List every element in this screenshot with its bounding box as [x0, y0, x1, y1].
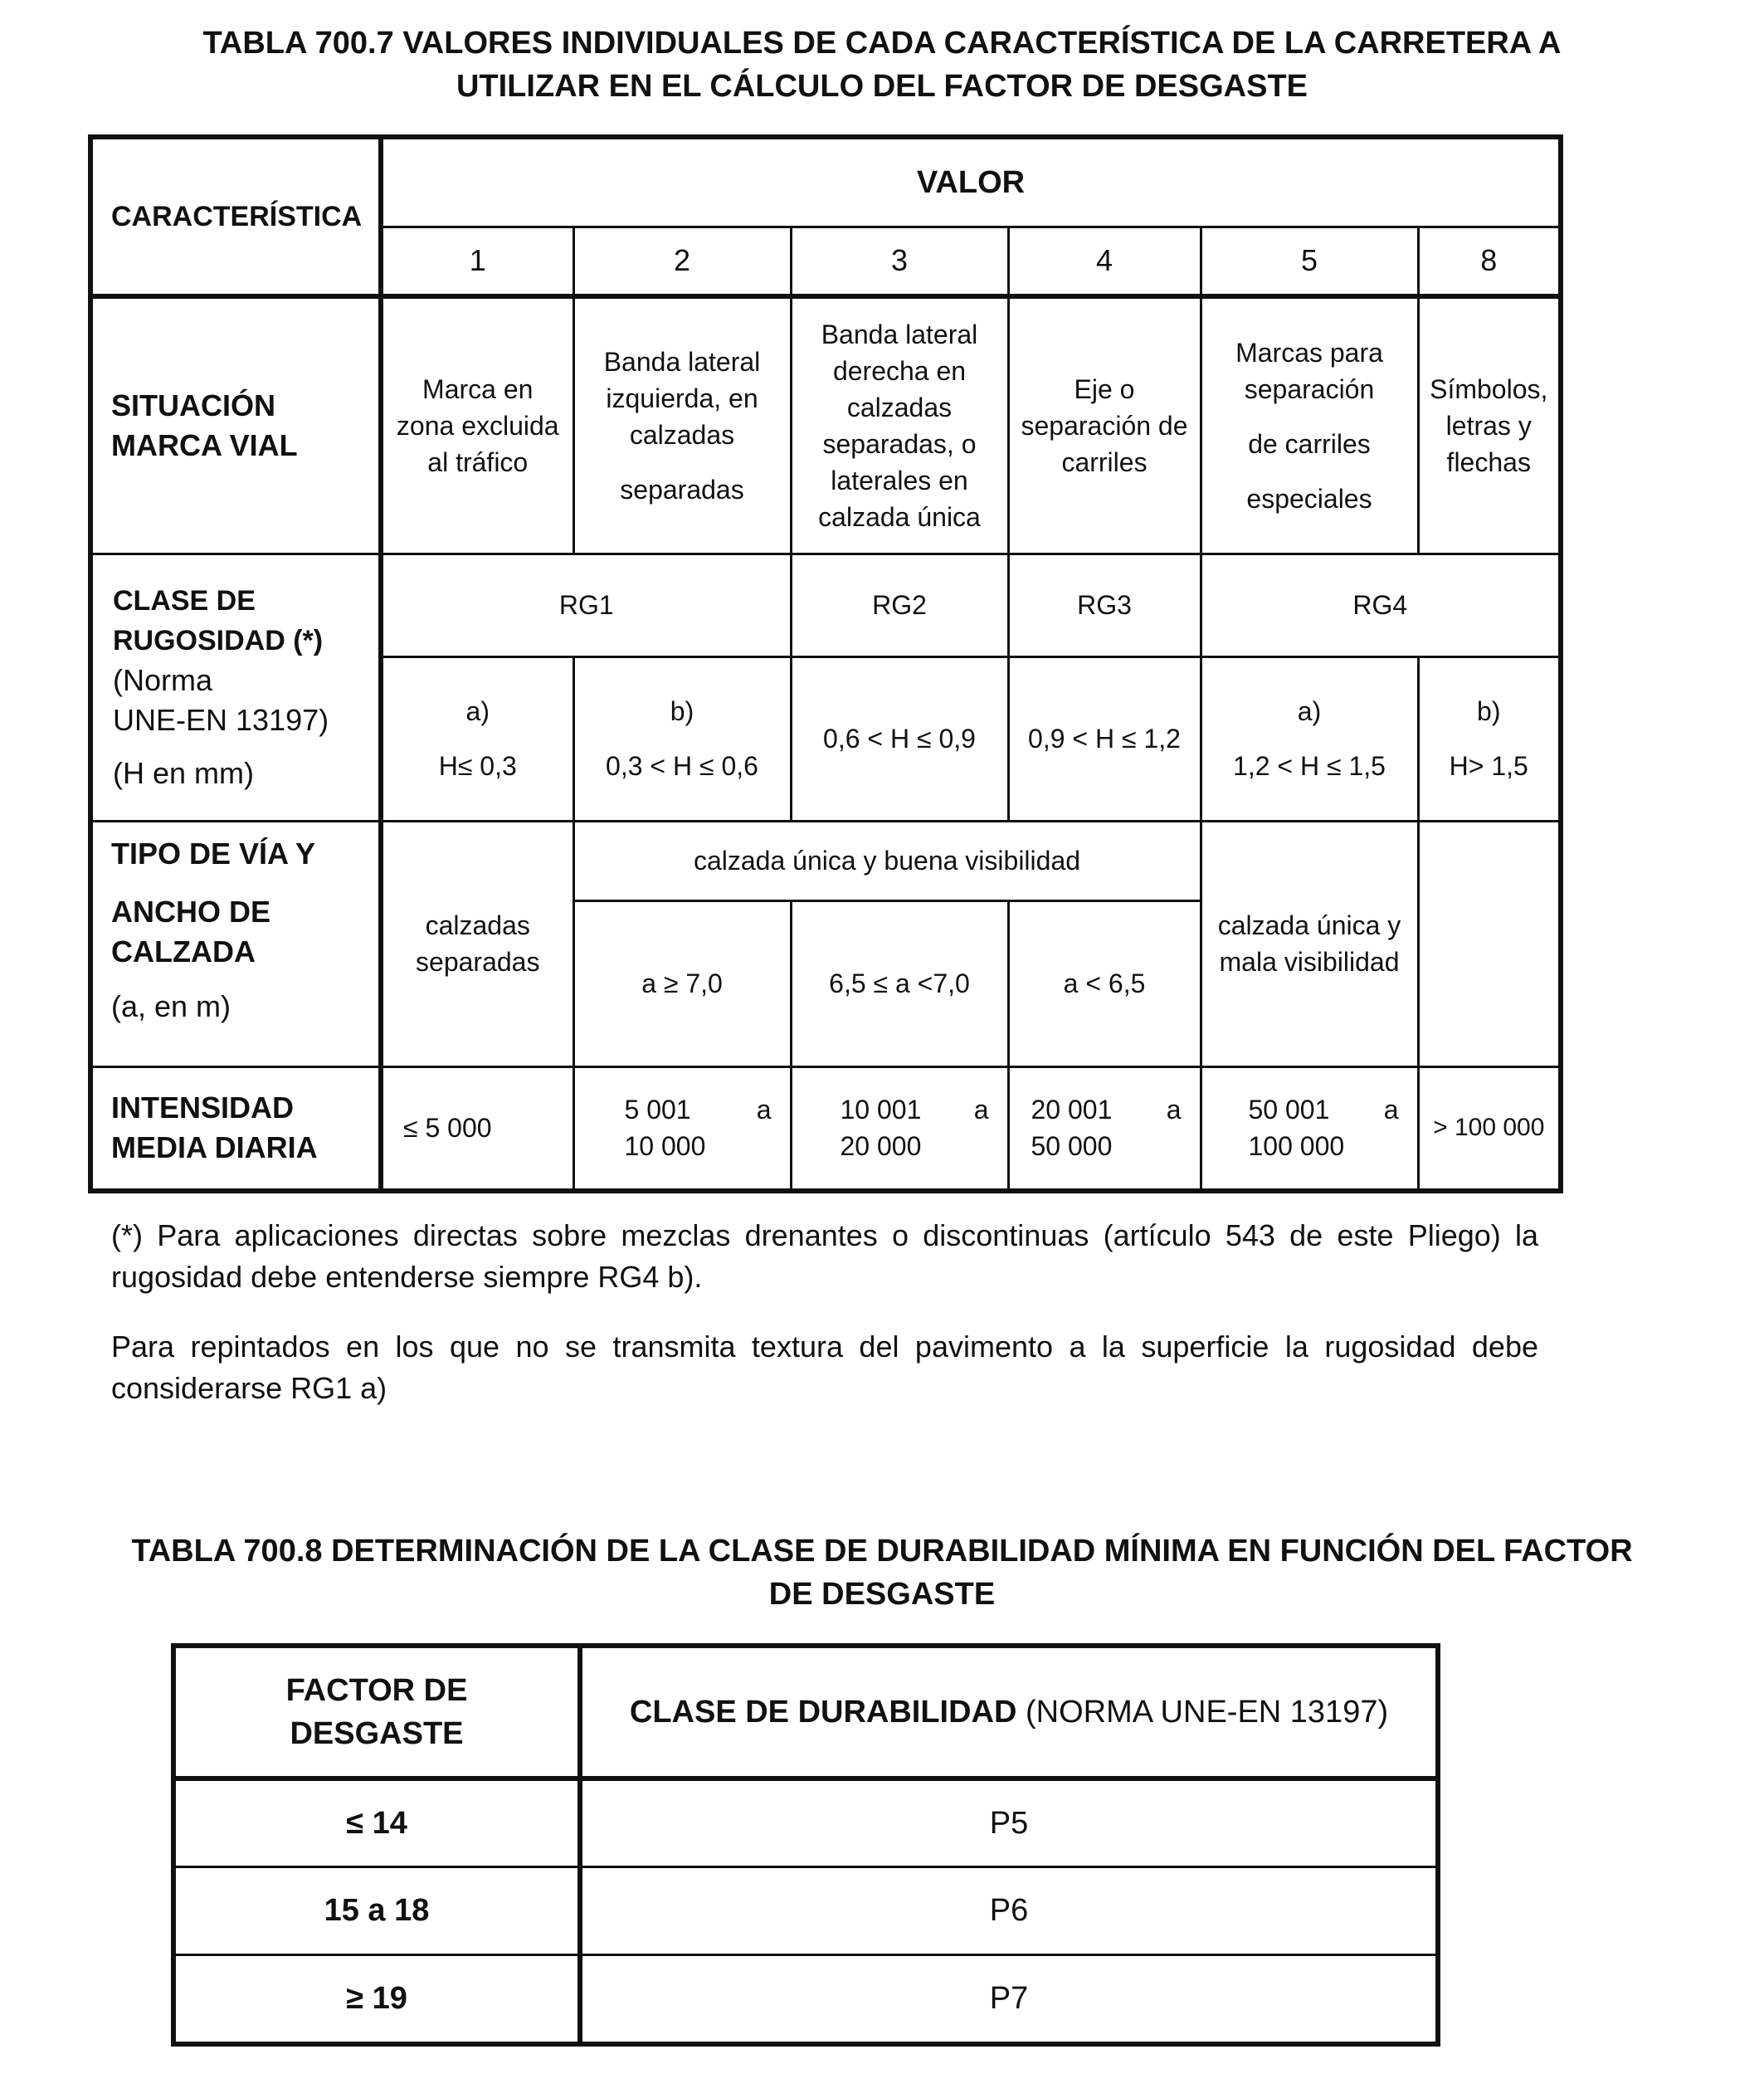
tipo-via-width-3: a < 6,5 — [1008, 900, 1201, 1066]
clase-row-1: P5 — [580, 1778, 1438, 1866]
table-700-7-title: TABLA 700.7 VALORES INDIVIDUALES DE CADA CARACTERÍSTICA DE LA CARRETERA A UTILIZAR EN EL CÁLCULO DEL FACTOR DE DESGASTE — [202, 26, 1562, 104]
clase-row-2: P6 — [580, 1866, 1438, 1954]
rugosidad-sub-2: b) 0,3 < H ≤ 0,6 — [573, 656, 791, 821]
col-header-2: 2 — [573, 227, 791, 296]
rugosidad-class-rg2: RG2 — [791, 554, 1008, 656]
rugosidad-class-rg4: RG4 — [1201, 554, 1561, 656]
factor-row-2: 15 a 18 — [173, 1866, 580, 1954]
rugosidad-class-rg1: RG1 — [381, 554, 791, 656]
intensidad-cell-5: 50 001 a 100 000 — [1201, 1066, 1418, 1191]
rugosidad-sub-5: a) 1,2 < H ≤ 1,5 — [1201, 656, 1418, 821]
rugosidad-label: CLASE DE RUGOSIDAD (*) (Norma UNE-EN 13197) (H en mm) — [90, 554, 381, 821]
factor-row-3: ≥ 19 — [173, 1954, 580, 2044]
intensidad-cell-3: 10 001 a 20 000 — [791, 1066, 1008, 1191]
intensidad-cell-6: > 100 000 — [1418, 1066, 1561, 1191]
header-value: VALOR — [381, 137, 1561, 227]
tipo-via-empty — [1418, 821, 1561, 1066]
situacion-cell-1: Marca en zona excluida al tráfico — [381, 296, 573, 554]
rugosidad-class-rg3: RG3 — [1008, 554, 1201, 656]
tipo-via-buena-visibilidad: calzada única y buena visibilidad — [573, 821, 1201, 900]
situacion-cell-5: Marcas para separación de carriles especiales — [1201, 296, 1418, 554]
col-header-4: 4 — [1008, 227, 1201, 296]
header-factor-desgaste: FACTOR DE DESGASTE — [173, 1646, 580, 1778]
header-characteristic: CARACTERÍSTICA — [90, 137, 381, 296]
rugosidad-sub-1: a) H≤ 0,3 — [381, 656, 573, 821]
intensidad-cell-1: ≤ 5 000 — [381, 1066, 573, 1191]
header-clase-durabilidad: CLASE DE DURABILIDAD (NORMA UNE-EN 13197) — [580, 1646, 1438, 1778]
footnote-rugosidad: (*) Para aplicaciones directas sobre mezclas drenantes o discontinuas (artículo 543 de este Pliego) la rugosidad debe entenderse siempre RG4 b). — [111, 1218, 1538, 1294]
tipo-via-separadas: calzadas separadas — [381, 821, 573, 1066]
rugosidad-sub-3: 0,6 < H ≤ 0,9 — [791, 656, 1008, 821]
note-repintados: Para repintados en los que no se transmita textura del pavimento a la superficie la rugosidad debe considerarse RG1 a) — [111, 1330, 1538, 1405]
rugosidad-sub-6: b) H> 1,5 — [1418, 656, 1561, 821]
intensidad-label: INTENSIDAD MEDIA DIARIA — [90, 1066, 381, 1191]
situacion-label: SITUACIÓN MARCA VIAL — [90, 296, 381, 554]
rugosidad-sub-4: 0,9 < H ≤ 1,2 — [1008, 656, 1201, 821]
col-header-5: 5 — [1201, 227, 1418, 296]
situacion-cell-8: Símbolos, letras y flechas — [1418, 296, 1561, 554]
situacion-cell-3: Banda lateral derecha en calzadas separadas, o laterales en calzada única — [791, 296, 1008, 554]
tipo-via-width-1: a ≥ 7,0 — [573, 900, 791, 1066]
intensidad-cell-2: 5 001 a 10 000 — [573, 1066, 791, 1191]
tipo-via-width-2: 6,5 ≤ a <7,0 — [791, 900, 1008, 1066]
clase-row-3: P7 — [580, 1954, 1438, 2044]
intensidad-cell-4: 20 001 a 50 000 — [1008, 1066, 1201, 1191]
col-header-8: 8 — [1418, 227, 1561, 296]
situacion-cell-2: Banda lateral izquierda, en calzadas separadas — [573, 296, 791, 554]
table-700-7 — [88, 134, 1563, 1193]
col-header-1: 1 — [381, 227, 573, 296]
col-header-3: 3 — [791, 227, 1008, 296]
table-700-8-title: TABLA 700.8 DETERMINACIÓN DE LA CLASE DE DURABILIDAD MÍNIMA EN FUNCIÓN DEL FACTOR DE DESGASTE — [131, 1534, 1633, 1612]
situacion-cell-4: Eje o separación de carriles — [1008, 296, 1201, 554]
tipo-via-mala-visibilidad: calzada única y mala visibilidad — [1201, 821, 1418, 1066]
tipo-via-label: TIPO DE VÍA Y ANCHO DE CALZADA (a, en m) — [90, 821, 381, 1066]
table-700-8 — [171, 1643, 1440, 2047]
factor-row-1: ≤ 14 — [173, 1778, 580, 1866]
